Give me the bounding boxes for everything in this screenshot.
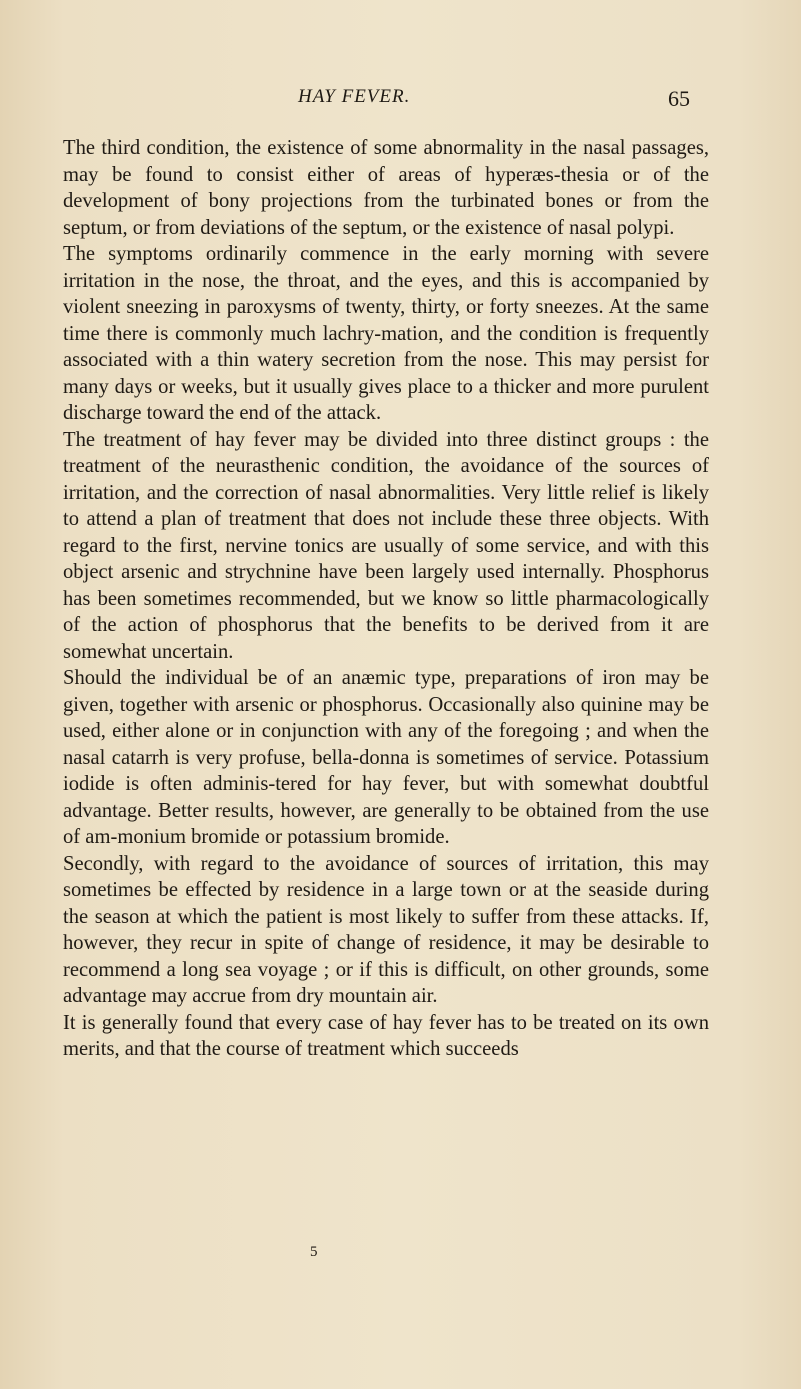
body-text (63, 135, 709, 1063)
paragraph-treatment: The treatment of hay fever may be divided into three distinct groups : the treatment of the neurasthenic condition, the avoidance of the sources of irritation, and the correction of nasal abnormalities. Very little relief is likely to attend a plan of treatment that does not include these three objects. With regard to the first, nervine tonics are usually of some service, and with this object arsenic and strychnine have been largely used internally. Phosphorus has been sometimes recommended, but we know so little pharmacologically of the action of phosphorus that the benefits to be derived from it are somewhat uncertain. (63, 428, 709, 663)
paragraph-avoidance: Secondly, with regard to the avoidance of sources of irritation, this may sometimes be effected by residence in a large town or at the seaside during the season at which the patient is most likely to suffer from these attacks. If, however, they recur in spite of change of residence, it may be desirable to recommend a long sea voyage ; or if this is difficult, on other grounds, some advantage may accrue from dry mountain air. (63, 852, 709, 1007)
paragraph-symptoms: The symptoms ordinarily commence in the early morning with severe irritation in the nose, the throat, and the eyes, and this is accompanied by violent sneezing in paroxysms of twenty, thirty, or forty sneezes. At the same time there is commonly much lachry-mation, and the condition is frequently associated with a thin watery secretion from the nose. This may persist for many days or weeks, but it usually gives place to a thicker and more purulent discharge toward the end of the attack. (63, 243, 709, 424)
paragraph-anaemic-type: Should the individual be of an anæmic type, preparations of iron may be given, together with arsenic or phosphorus. Occasionally also quinine may be used, either alone or in conjunction with any of the foregoing ; and when the nasal catarrh is very profuse, bella-donna is sometimes of service. Potassium iodide is often adminis-tered for hay fever, but with somewhat doubtful advantage. Better results, however, are generally to be obtained from the use of am-monium bromide or potassium bromide. (63, 667, 709, 848)
page-header (0, 86, 801, 116)
paragraph-individual-case: It is generally found that every case of hay fever has to be treated on its own merits, and that the course of treatment which succeeds (63, 1011, 709, 1060)
running-head: HAY FEVER. (298, 86, 411, 107)
page-number: 65 (668, 86, 690, 111)
signature-mark: 5 (310, 1244, 318, 1260)
paragraph-third-condition: The third condition, the existence of some abnormality in the nasal passages, may be found to consist either of areas of hyperæs-thesia or of the development of bony projections from the turbinated bones or from the septum, or from deviations of the septum, or the existence of nasal polypi. (63, 137, 709, 239)
